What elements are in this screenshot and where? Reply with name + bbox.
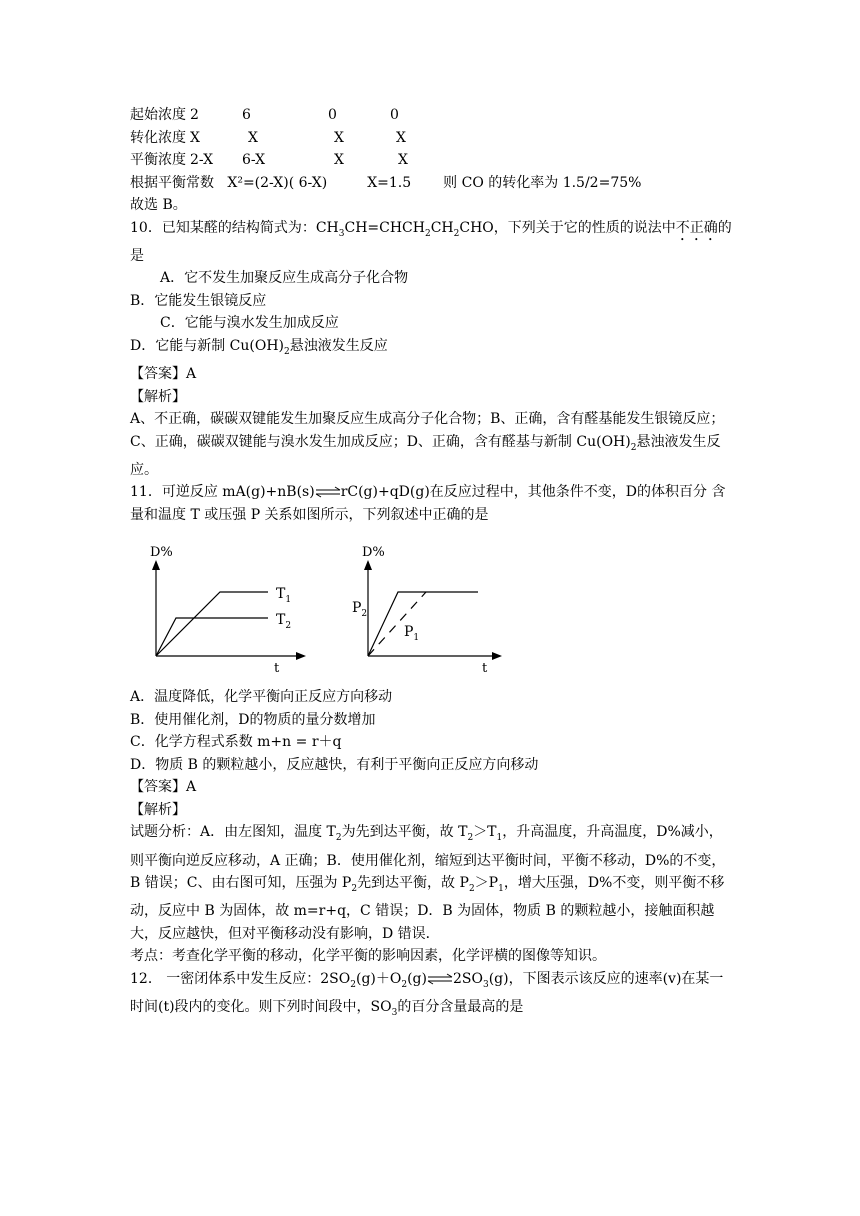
equilibrium-arrows-icon [427,973,453,985]
figure-pressure [346,540,506,676]
row-label: 平衡浓度 [130,152,186,168]
q11-option-d: D．物质 B 的颗粒越小，反应越快，有利于平衡向正反应方向移动 [130,756,539,773]
fig1-label-t2: $T_2$ [276,612,292,632]
text: 先到达平衡，故 P [357,875,469,892]
text: 的百分含量最高的是 [397,999,524,1016]
text: 11．可逆反应 mA(g)+nB(s) [130,484,315,501]
fig2-y-arrow [364,560,372,570]
fig2-label-p1: $P_1$ [404,624,420,644]
cell: 2 [190,107,199,123]
fig2-curve-p1 [368,592,426,656]
text: CH [430,219,454,236]
q12-stem: 12． 一密闭体系中发生反应：$2SO_2(g)+O_2(g)$ $2SO_3(g)$，下图表示该反应的速率(v)在某一时间(t)段内的变化。则下列时间段中，$SO_3$的百分含量最高的是 [130,970,724,1019]
k-label: 根据平衡常数 [130,174,214,191]
q10-analysis-title: 【解析】 [130,388,186,405]
q11-figures [130,540,732,680]
cell: X [248,129,258,146]
fig1-ylabel: D% [150,545,173,561]
q11-option-a: A．温度降低，化学平衡向正反应方向移动 [130,689,393,706]
emphasis-text: 不正确 [675,219,718,236]
text: ，升高温度，升高温度，D%减小，则平衡向逆反应移动，A 正确；B．使用催化剂，缩短到达平衡时间，平衡不移动，D%的不变，B 错误；C、由右图可知，压强为 P [130,824,726,892]
document-page [130,104,732,1025]
text: ，增大压强，D%不变，则平衡不移动，反应中 B 为固体，故 m=r+q，C 错误；D．B 为固体，物质 B 的颗粒越小，接触面积越大，反应越快，但对平衡移动没有影响，D 错误． [130,875,725,942]
fig2-label-p2: $P_2$ [352,600,368,620]
conversion-rate: 则 CO 的转化率为 1.5/2=75% [443,174,642,191]
fig1-x-arrow [296,652,306,660]
text: (g)＋O [355,970,402,987]
q10-answer: 【答案】A [130,366,197,383]
q11-kaodian: 考点：考查化学平衡的移动，化学平衡的影响因素，化学评横的图像等知识。 [130,948,606,965]
q11-option-c: C．化学方程式系数 m+n = r＋q [130,734,342,751]
q10-option-c: C．它能与溴水发生加成反应 [160,315,339,332]
q11-analysis-title: 【解析】 [130,801,186,818]
x-value: X=1.5 [367,174,412,191]
q10-option-a: A．它不发生加聚反应生成高分子化合物 [160,270,409,287]
cell: 0 [328,107,337,123]
figure-temperature [134,540,314,676]
cell: 0 [390,107,399,123]
cell: 2-X [190,152,214,168]
text: 悬浊液发生反应 [289,337,388,354]
fig1-curve-t2 [156,618,268,656]
equilibrium-arrows-icon [315,486,341,498]
cell: 6 [242,107,251,123]
text: CH=CHCH [344,219,425,236]
q11-option-b: B．使用催化剂，D的物质的量分数增加 [130,711,376,728]
text: 试题分析：A．由左图知，温度 T [130,824,336,841]
text: ＞P [474,875,499,892]
cell: X [190,129,200,146]
q11-stem [130,481,732,526]
text: 悬浊液发生反应。 [130,433,721,478]
text: 10．已知某醛的结构简式为：CH [130,219,339,236]
k-expression: X²=(2-X)( 6-X) [227,174,328,191]
fig1-xlabel: t [274,661,280,677]
text: CHO，下列关于它的性质的说法中 [459,219,676,236]
text: 为先到达平衡，故 T [341,824,468,841]
cell: 6-X [242,152,266,168]
row-label: 转化浓度 [130,129,186,146]
text: 的是 [130,219,732,264]
q11-answer: 【答案】A [130,779,197,796]
text: D．它能与新制 Cu(OH) [130,337,285,354]
q9-choose: 故选 B。 [130,197,187,213]
q10-option-b: B．它能发生银镜反应 [130,292,267,309]
row-initial-conc [130,104,732,127]
text: (g)，下图表示该反应的速率(v)在某一时间(t)段内的变化。则下列时间段中，SO [130,970,724,1016]
fig2-xlabel: t [482,661,488,677]
cell: X [334,152,344,168]
row-label: 起始浓度 [130,107,186,123]
q10-analysis: A、不正确，碳碳双键能发生加聚反应生成高分子化合物；B、正确，含有醛基能发生银镜反应；C、正确，碳碳双键能与溴水发生加成反应；D、正确，含有醛基与新制 $Cu(OH)_2$悬浊液发生反应。 [130,411,725,478]
fig2-ylabel: D% [362,545,385,561]
text: A、不正确，碳碳双键能发生加聚反应生成高分子化合物；B、正确，含有醛基能发生银镜反应；C、正确，碳碳双键能与溴水发生加成反应；D、正确，含有醛基与新制 Cu(OH) [130,411,725,450]
fig1-label-t1: $T_1$ [276,586,292,606]
fig1-y-arrow [152,560,160,570]
text: (g) [407,970,427,987]
text: 12． 一密闭体系中发生反应：2SO [130,970,351,987]
fig2-curve-p2 [368,592,478,656]
q10-option-d: D．它能与新制 $Cu(OH)_2$悬浊液发生反应 [130,337,388,357]
q11-analysis: 试题分析：A．由左图知，温度 $T_2$为先到达平衡，故 $T_2>T_1$，升高温度，升高温度，D%减小，则平衡向逆反应移动，A 正确；B．使用催化剂，缩短到达平衡时间，平衡不移动，D%的不变，B 错误；C、由右图可知，压强为 $P_2$先到达平衡，故 $P_2>P_1$，增大压强，D%不变，则平衡不移动，反应中 B 为固体，故 m=r+q，C 错误；D．B 为固体，物质 B 的颗粒越小，接触面积越大，反应越快，但对平衡移动没有影响，D 错误． [130,824,726,942]
fig2-x-arrow [492,652,502,660]
text: ＞T [473,824,497,841]
cell: X [396,129,406,146]
row-converted-conc [130,127,732,150]
q10-stem: 10．已知某醛的结构简式为：$CH_3CH=CHCH_2CH_2CHO$，下列关于它的性质的说法中不正确的是 [130,219,732,264]
text: rC(g)+qD(g)在反应过程中，其他条件不变，D的体积百分 含量和温度 T 或压强 P 关系如图所示，下列叙述中正确的是 [130,484,726,523]
row-equilibrium-conc [130,149,732,172]
equilibrium-constant-line [130,172,732,195]
text: 2SO [452,970,483,987]
cell: X [398,152,408,168]
cell: X [334,129,344,146]
